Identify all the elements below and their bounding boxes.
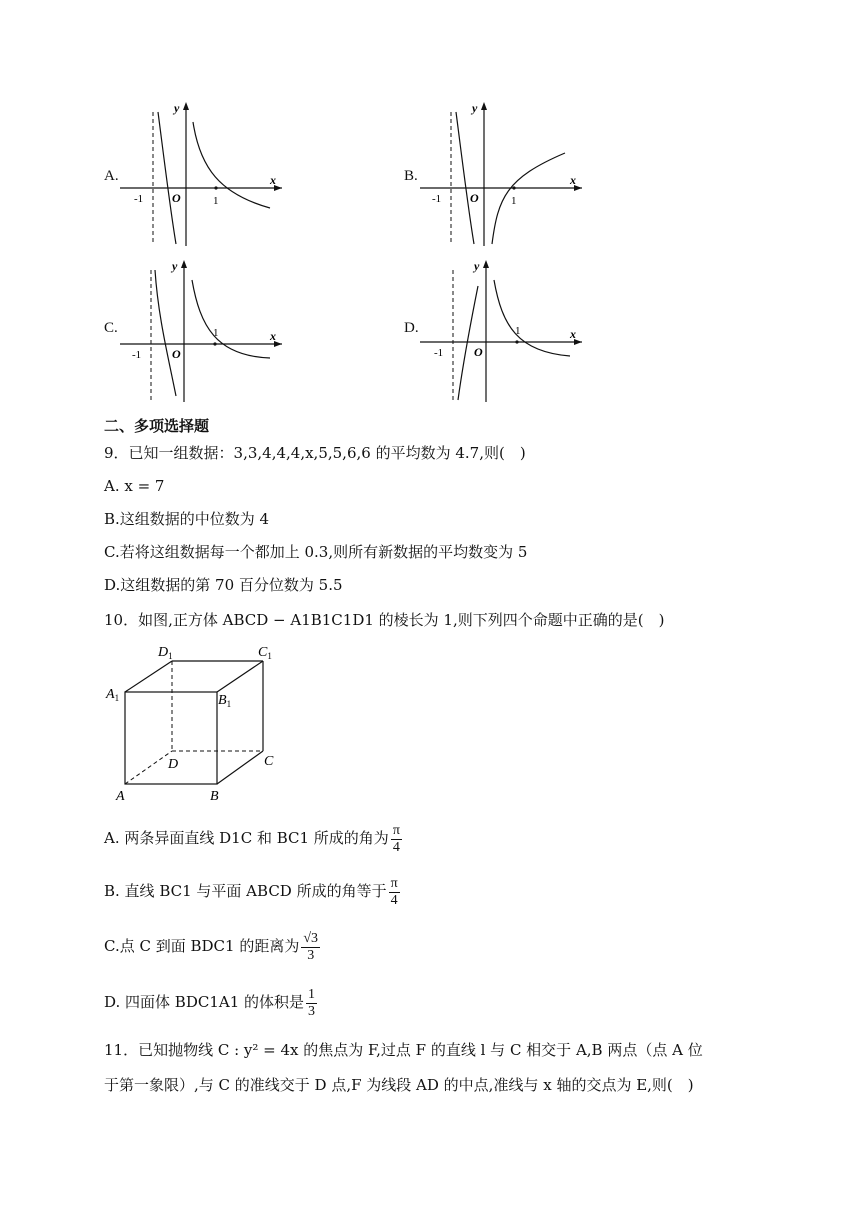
cube-label-a: A bbox=[116, 789, 125, 804]
cube-label-a1: $A_1$ bbox=[106, 687, 120, 703]
q11-line1: 11．已知抛物线 C : y² = 4x 的焦点为 F,过点 F 的直线 l 与 C 相交于 A,B 两点（点 A 位 bbox=[104, 1041, 703, 1059]
option-b-label: B. bbox=[404, 168, 418, 184]
graph-d-tick-neg1: -1 bbox=[434, 347, 444, 359]
graph-d-tick-1: 1 bbox=[515, 325, 521, 337]
option-d-label: D. bbox=[404, 320, 419, 336]
graph-d-y-label: y bbox=[474, 259, 480, 273]
graph-a-x-label: x bbox=[270, 173, 276, 187]
graph-a-origin: O bbox=[172, 191, 181, 205]
q10-option-d: D. 四面体 BDC1A1 的体积是 $\frac{1}{3}$ bbox=[104, 986, 316, 1019]
graph-a-tick-neg1: -1 bbox=[134, 193, 144, 205]
cube-label-c1: $C_1$ bbox=[258, 645, 272, 661]
graph-b-tick-neg1: -1 bbox=[432, 193, 442, 205]
graph-b bbox=[420, 98, 590, 248]
graph-b-tick-1: 1 bbox=[511, 195, 517, 207]
graph-c-tick-1: 1 bbox=[213, 327, 219, 339]
option-c-label: C. bbox=[104, 320, 118, 336]
q9-option-c: C.若将这组数据每一个都加上 0.3,则所有新数据的平均数变为 5 bbox=[104, 543, 528, 561]
q11-line2: 于第一象限）,与 C 的准线交于 D 点,F 为线段 AD 的中点,准线与 x 轴的交点为 E,则( ) bbox=[104, 1076, 694, 1094]
q9-option-a: A. x = 7 bbox=[104, 477, 165, 495]
cube-figure bbox=[100, 640, 290, 805]
q10-option-c: C.点 C 到面 BDC1 的距离为 $\frac{√3}{3}$ bbox=[104, 930, 319, 963]
q9-option-d: D.这组数据的第 70 百分位数为 5.5 bbox=[104, 576, 343, 594]
graph-d bbox=[420, 256, 590, 404]
cube-label-b: B bbox=[210, 789, 219, 804]
graph-c-x-label: x bbox=[270, 329, 276, 343]
q9-stem: 9．已知一组数据：3,3,4,4,4,x,5,5,6,6 的平均数为 4.7,则( ) bbox=[104, 444, 526, 462]
graph-b-x-label: x bbox=[570, 173, 576, 187]
q10-option-b: B. 直线 BC1 与平面 ABCD 所成的角等于 $\frac{\pi}{4}$ bbox=[104, 875, 398, 908]
graph-c bbox=[120, 256, 290, 404]
graph-c-tick-neg1: -1 bbox=[132, 349, 142, 361]
option-a-label: A. bbox=[104, 168, 119, 184]
graph-a bbox=[120, 98, 290, 248]
graph-b-y-label: y bbox=[472, 101, 478, 115]
section-title: 二、多项选择题 bbox=[104, 417, 210, 435]
q10-stem: 10．如图,正方体 ABCD − A1B1C1D1 的棱长为 1,则下列四个命题中正确的是( ) bbox=[104, 611, 665, 629]
graph-c-y-label: y bbox=[172, 259, 178, 273]
cube-label-d: D bbox=[168, 757, 179, 772]
cube-label-c: C bbox=[264, 754, 274, 769]
graph-c-origin: O bbox=[172, 347, 181, 361]
cube-label-b1: $B_1$ bbox=[218, 693, 232, 709]
graph-d-x-label: x bbox=[570, 327, 576, 341]
cube-label-d1: $D_1$ bbox=[158, 645, 173, 661]
graph-d-origin: O bbox=[474, 345, 483, 359]
q10-option-a: A. 两条异面直线 D1C 和 BC1 所成的角为 $\frac{\pi}{4}$ bbox=[104, 822, 400, 855]
graph-a-y-label: y bbox=[174, 101, 180, 115]
q9-option-b: B.这组数据的中位数为 4 bbox=[104, 510, 270, 528]
graph-b-origin: O bbox=[470, 191, 479, 205]
graph-a-tick-1: 1 bbox=[213, 195, 219, 207]
